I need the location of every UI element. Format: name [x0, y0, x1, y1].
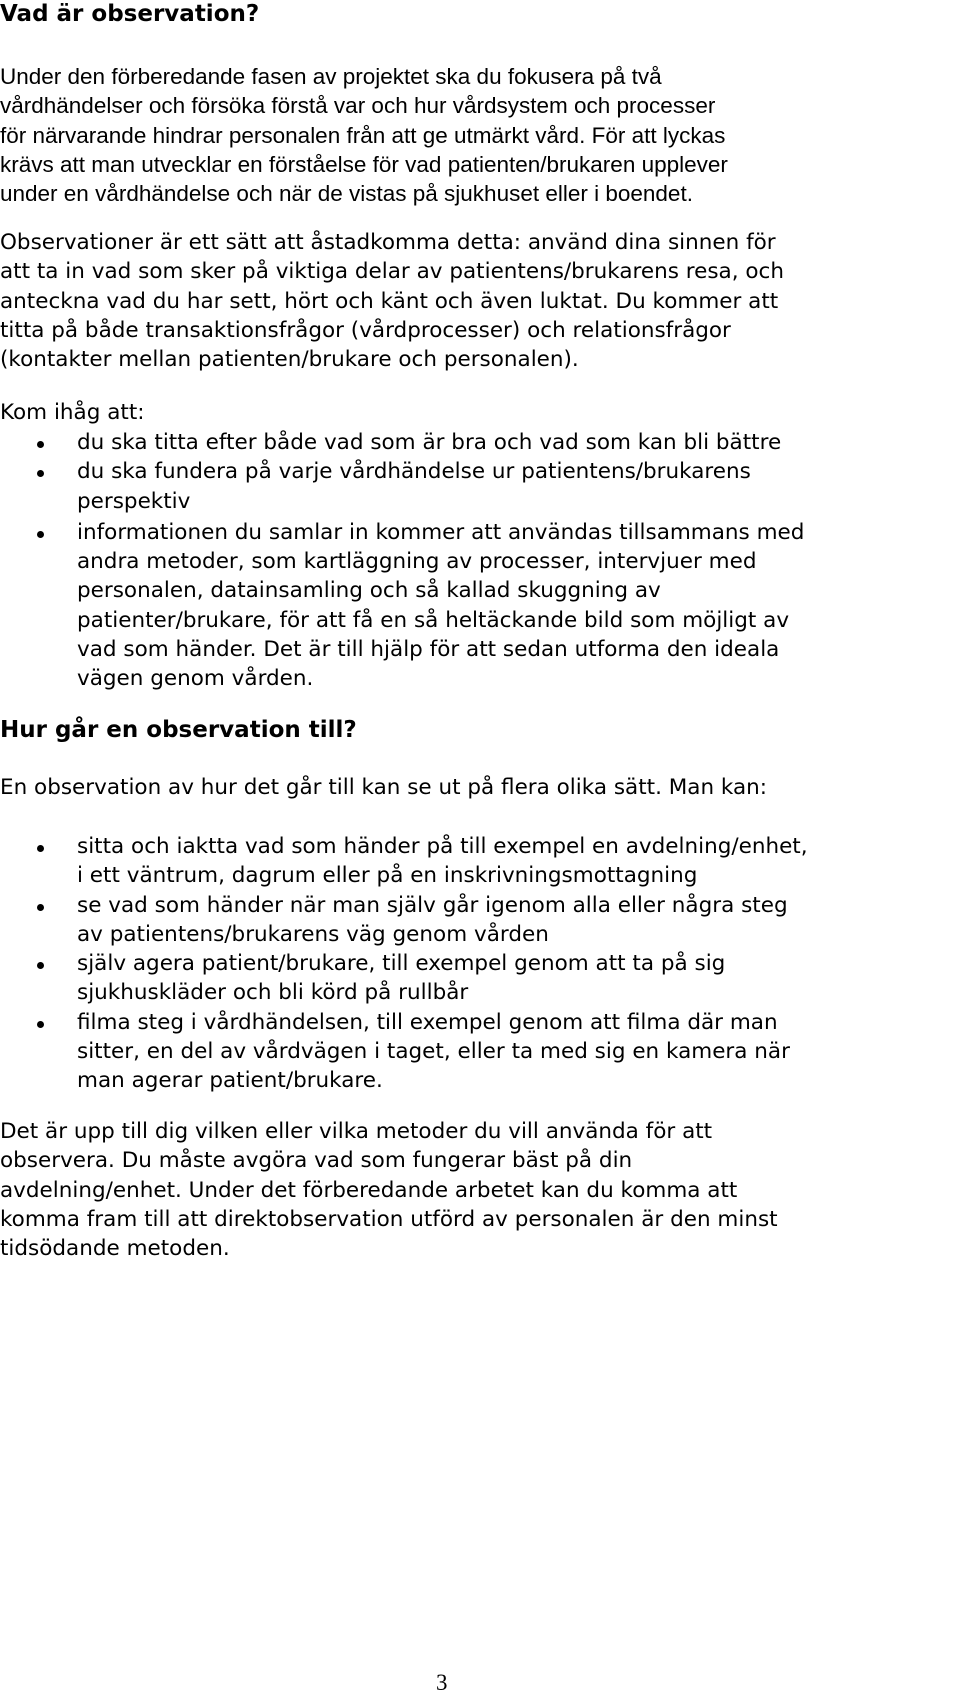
text-line: observera. Du måste avgöra vad som fungerar bäst på din [0, 1148, 633, 1174]
text-line: sjukhuskläder och bli körd på rullbår [77, 980, 469, 1006]
text-line: vad som händer. Det är till hjälp för att sedan utforma den ideala [77, 637, 780, 663]
text-line: Under den förberedande fasen av projektet ska du fokusera på två [0, 64, 662, 89]
text-line: komma fram till att direktobservation utförd av personalen är den minst [0, 1206, 778, 1232]
text-line: sitta och iaktta vad som händer på till exempel en avdelning/enhet, [77, 834, 808, 859]
list-item [0, 457, 960, 516]
text-line: avdelning/enhet. Under det förberedande arbetet kan du komma att [0, 1177, 738, 1203]
page-number: 3 [436, 1670, 448, 1695]
text-line: vägen genom vården. [77, 666, 314, 692]
bullet-icon [37, 531, 44, 538]
text-line: perspektiv [77, 488, 191, 514]
text-line: du ska titta efter både vad som är bra och vad som kan bli bättre [77, 430, 782, 455]
bullet-icon [37, 962, 44, 969]
intro-paragraph [0, 62, 960, 208]
list-item [0, 428, 960, 457]
method-intro: En observation av hur det går till kan se ut på flera olika sätt. Man kan: [0, 775, 768, 800]
text-line: för närvarande hindrar personalen från att ge utmärkt vård. För att lyckas [0, 122, 726, 148]
closing-paragraph [0, 1117, 960, 1263]
text-line: att ta in vad som sker på viktiga delar av patientens/brukarens resa, och [0, 259, 785, 285]
list-item [0, 949, 960, 1008]
observation-paragraph [0, 228, 960, 374]
remember-list [0, 428, 960, 694]
text-line: Observationer är ett sätt att åstadkomma detta: använd dina sinnen för [0, 230, 776, 255]
bullet-icon [37, 904, 44, 911]
text-line: anteckna vad du har sett, hört och känt och även luktat. Du kommer att [0, 288, 779, 314]
bullet-icon [37, 470, 44, 477]
text-line: patienter/brukare, för att få en så heltäckande bild som möjligt av [77, 607, 790, 633]
list-item [0, 518, 960, 694]
text-line: vårdhändelser och försöka förstå var och hur vårdsystem och processer [0, 93, 716, 119]
section-heading: Hur går en observation till? [0, 717, 357, 743]
text-line: Det är upp till dig vilken eller vilka metoder du vill använda för att [0, 1119, 713, 1144]
text-line: titta på både transaktionsfrågor (vårdprocesser) och relationsfrågor [0, 317, 731, 343]
bullet-icon [37, 1021, 44, 1028]
remember-label: Kom ihåg att: [0, 400, 145, 425]
list-item [0, 832, 960, 891]
text-line: under en vårdhändelse och när de vistas på sjukhuset eller i boendet. [0, 181, 693, 207]
list-item [0, 1008, 960, 1096]
bullet-icon [37, 441, 44, 448]
text-line: själv agera patient/brukare, till exempel genom att ta på sig [77, 951, 726, 977]
list-item [0, 891, 960, 950]
text-line: filma steg i vårdhändelsen, till exempel genom att filma där man [77, 1009, 778, 1035]
text-line: sitter, en del av vårdvägen i taget, eller ta med sig en kamera när [77, 1039, 790, 1065]
text-line: informationen du samlar in kommer att användas tillsammans med [77, 519, 805, 545]
method-list [0, 832, 960, 1096]
text-line: personalen, datainsamling och så kallad skuggning av [77, 578, 661, 604]
text-line: av patientens/brukarens väg genom vården [77, 921, 549, 947]
text-line: man agerar patient/brukare. [77, 1068, 383, 1094]
text-line: i ett väntrum, dagrum eller på en inskrivningsmottagning [77, 863, 698, 889]
text-line: krävs att man utvecklar en förståelse för vad patienten/brukaren upplever [0, 151, 728, 177]
text-line: du ska fundera på varje vårdhändelse ur patientens/brukarens [77, 459, 751, 485]
text-line: se vad som händer när man själv går igenom alla eller några steg [77, 892, 788, 918]
text-line: andra metoder, som kartläggning av processer, intervjuer med [77, 549, 757, 575]
section-heading: Vad är observation? [0, 1, 260, 27]
text-line: (kontakter mellan patienten/brukare och personalen). [0, 347, 579, 373]
text-line: tidsödande metoden. [0, 1236, 230, 1262]
bullet-icon [37, 845, 44, 852]
